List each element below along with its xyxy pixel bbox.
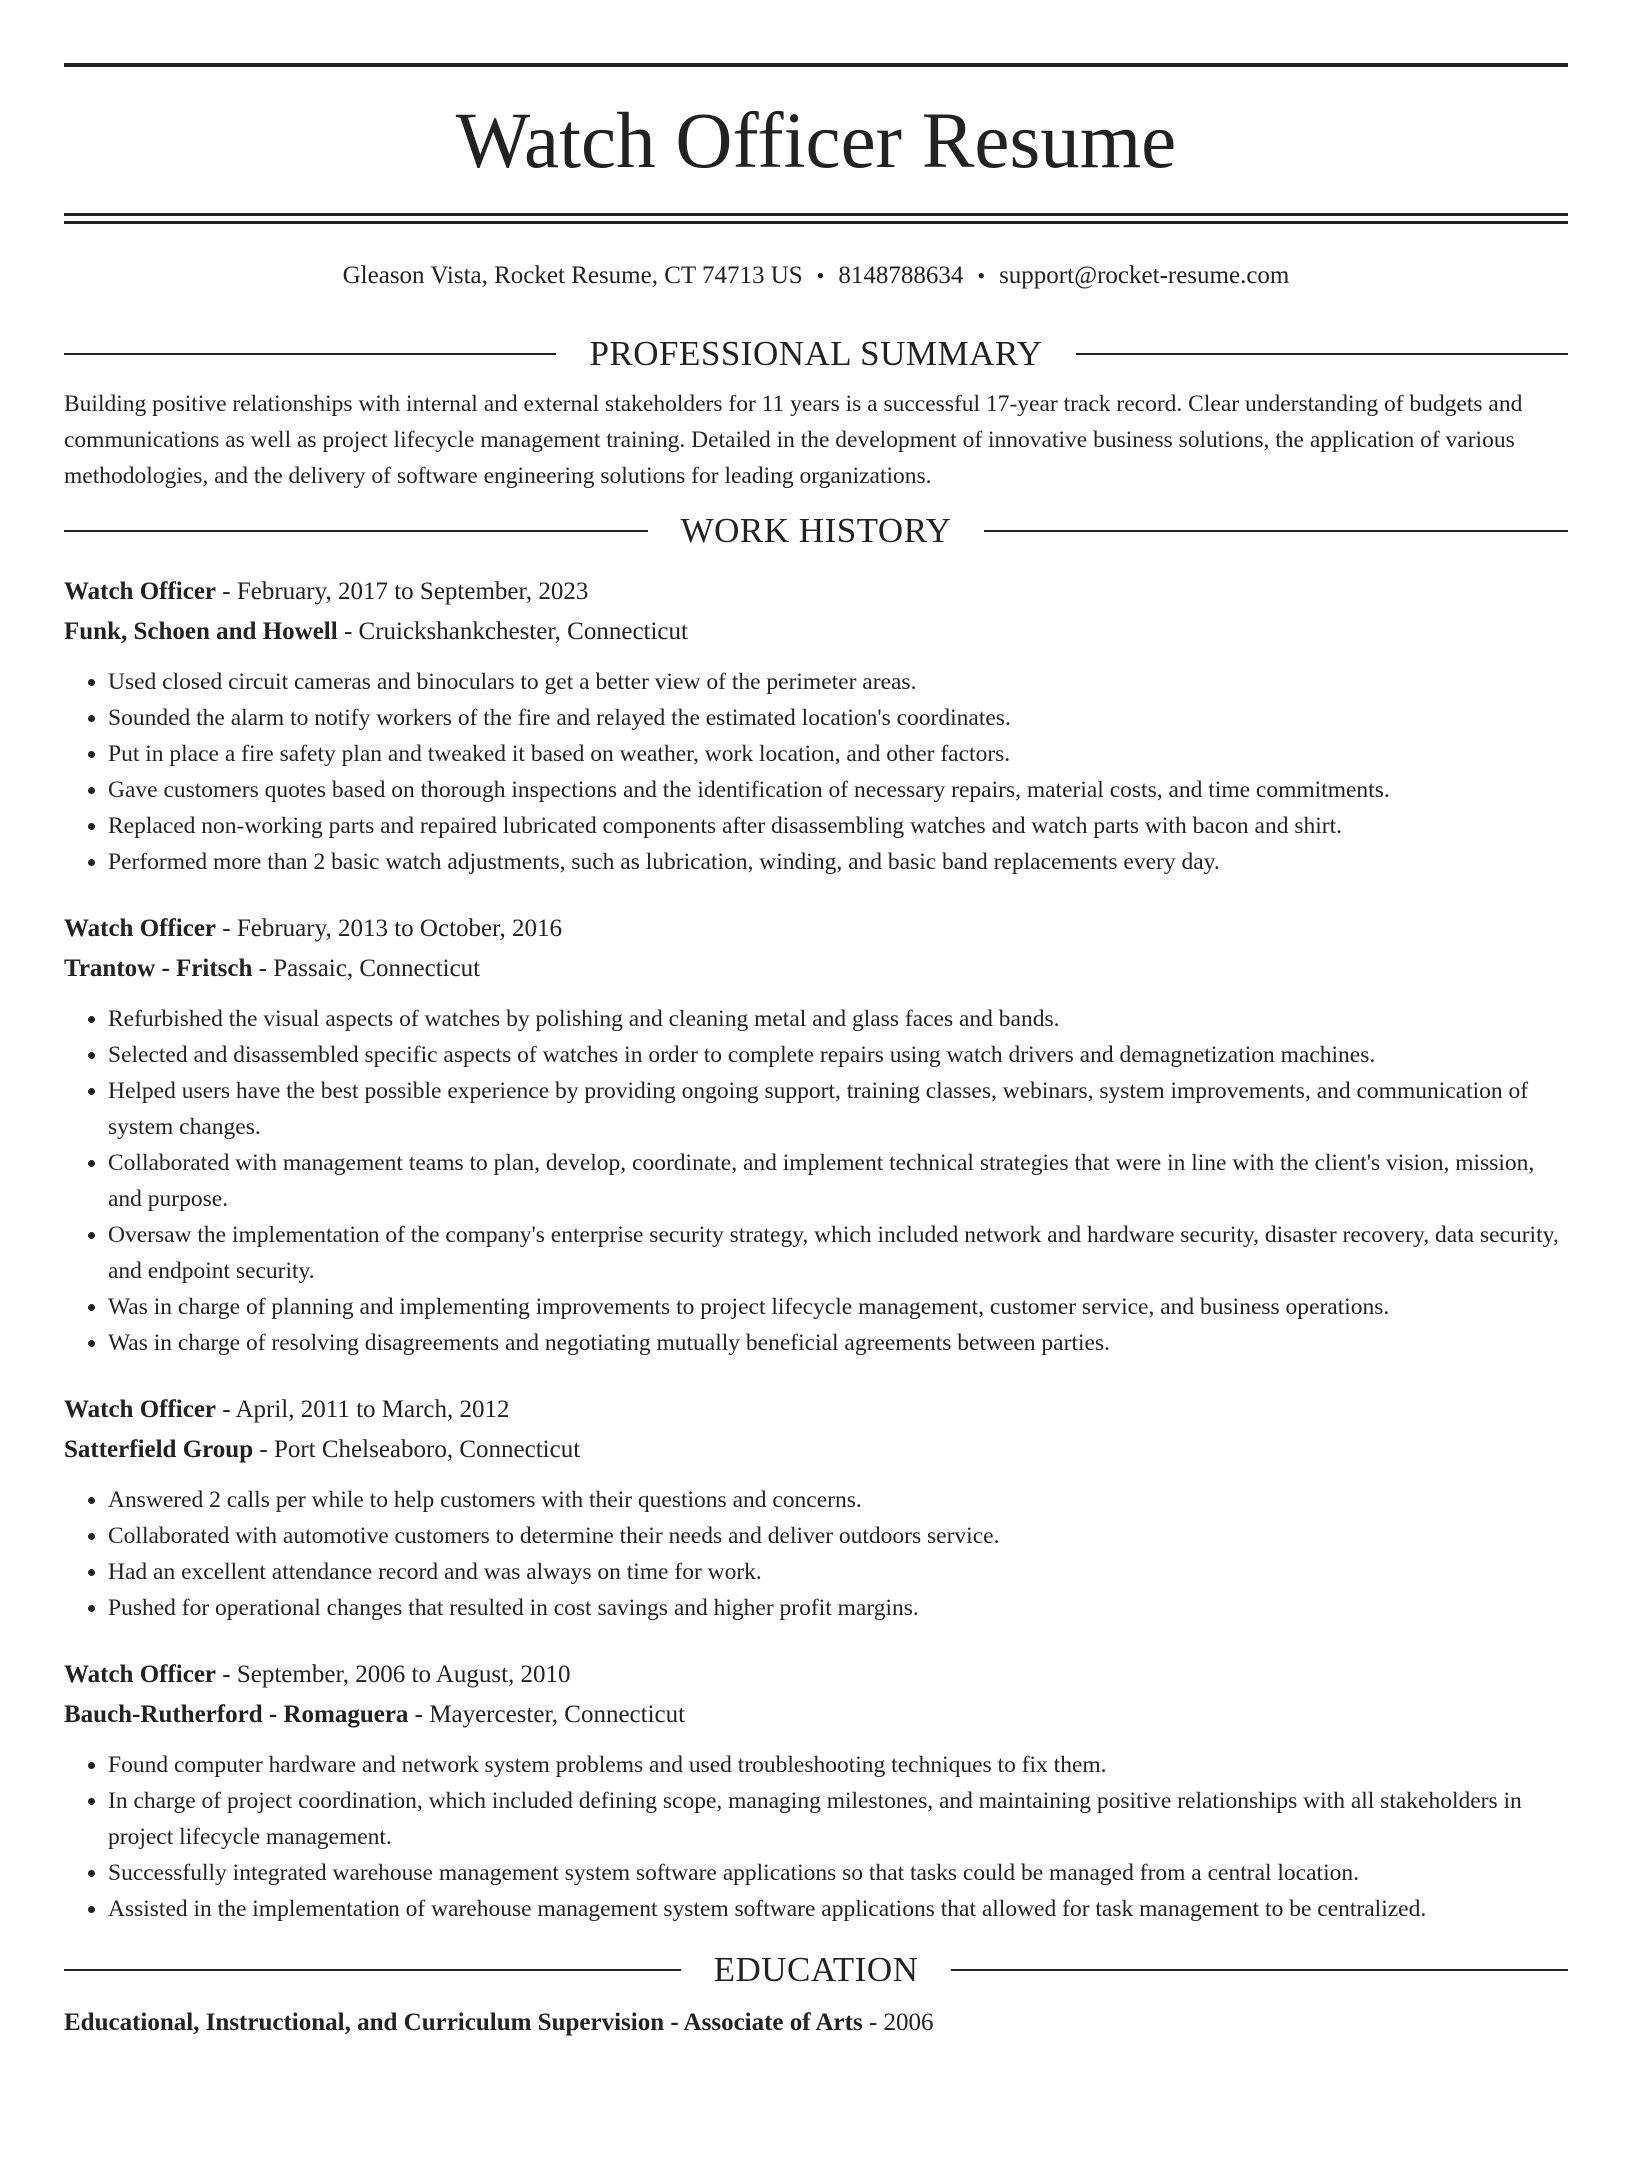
summary-heading: PROFESSIONAL SUMMARY [589,334,1043,373]
job-bullet: • Was in charge of resolving disagreements and negotiating mutually beneficial agreements between parties. [108,1325,1568,1361]
summary-section-header [64,333,1568,375]
section-rule-left [64,1969,681,1971]
job-title-line [64,1390,1568,1430]
work-heading: WORK HISTORY [680,511,952,550]
job-bullet: • Pushed for operational changes that resulted in cost savings and higher profit margins. [108,1590,1568,1626]
job-bullet: • Sounded the alarm to notify workers of the fire and relayed the estimated location's coordinates. [108,700,1568,736]
page-title: Watch Officer Resume [455,98,1177,185]
job-bullet-list [64,1001,1568,1361]
job-bullet: • Found computer hardware and network system problems and used troubleshooting techniques to fix them. [108,1747,1568,1783]
job-bullet: • Collaborated with management teams to plan, develop, coordinate, and implement technical strategies that were in line with the client's vision, mission, and purpose. [108,1145,1568,1217]
job-bullet: • Put in place a fire safety plan and tweaked it based on weather, work location, and other factors. [108,736,1568,772]
contact-separator: • [816,263,825,288]
contact-address: Gleason Vista, Rocket Resume, CT 74713 US [342,262,803,289]
job-bullet: • Used closed circuit cameras and binoculars to get a better view of the perimeter areas. [108,664,1568,700]
job-bullet: • In charge of project coordination, which included defining scope, managing milestones, and maintaining positive relationships with all stakeholders in project lifecycle management. [108,1783,1568,1855]
job-title: Watch Officer [64,1396,217,1423]
title-double-rule [64,213,1568,224]
job-title-line [64,1655,1568,1695]
job-bullet: • Helped users have the best possible experience by providing ongoing support, training classes, webinars, system improvements, and communication of system changes. [108,1073,1568,1145]
job-title: Watch Officer [64,1661,217,1688]
job-entry [64,1655,1568,1927]
job-company: Trantow - Fritsch [64,955,253,982]
section-rule-right [1076,353,1568,355]
job-company: Funk, Schoen and Howell [64,618,338,645]
education-entry [64,2003,1568,2043]
job-title-line [64,909,1568,949]
job-company: Satterfield Group [64,1436,254,1463]
job-company: Bauch-Rutherford - Romaguera [64,1701,409,1728]
job-bullet: • Selected and disassembled specific aspects of watches in order to complete repairs using watch drivers and demagnetization machines. [108,1037,1568,1073]
job-entry [64,572,1568,880]
top-rule [64,63,1568,67]
education-section-header [64,1949,1568,1991]
section-rule-left [64,353,556,355]
job-dates: - April, 2011 to March, 2012 [216,1396,510,1423]
job-bullet: • Performed more than 2 basic watch adjustments, such as lubrication, winding, and basic band replacements every day. [108,844,1568,880]
job-title-line [64,572,1568,612]
job-dates: - February, 2017 to September, 2023 [216,578,589,605]
contact-separator: • [977,263,986,288]
work-history-list [64,572,1568,1927]
contact-line [64,261,1568,291]
education-degree: Educational, Instructional, and Curriculum Supervision - Associate of Arts [64,2009,863,2036]
job-location: - Passaic, Connecticut [252,955,481,982]
job-bullet: • Oversaw the implementation of the company's enterprise security strategy, which included network and hardware security, disaster recovery, data security, and endpoint security. [108,1217,1568,1289]
summary-text: Building positive relationships with internal and external stakeholders for 11 years is a successful 17-year track record. Clear understanding of budgets and communications as well as project lifecycle management training. Detailed in the development of innovative business solutions, the application of various methodologies, and the delivery of software engineering solutions for leading organizations. [64,391,1523,489]
contact-email: support@rocket-resume.com [999,262,1290,289]
job-company-line [64,949,1568,989]
job-dates: - September, 2006 to August, 2010 [216,1661,571,1688]
education-list [64,2003,1568,2043]
job-bullet: • Collaborated with automotive customers to determine their needs and deliver outdoors service. [108,1518,1568,1554]
resume-page [0,63,1632,2175]
job-entry [64,1390,1568,1626]
section-rule-right [951,1969,1568,1971]
job-bullet: • Was in charge of planning and implementing improvements to project lifecycle management, customer service, and business operations. [108,1289,1568,1325]
job-location: - Mayercester, Connecticut [408,1701,686,1728]
job-dates: - February, 2013 to October, 2016 [216,915,562,942]
job-entry [64,909,1568,1361]
job-bullet: • Had an excellent attendance record and was always on time for work. [108,1554,1568,1590]
contact-phone: 8148788634 [838,262,964,289]
job-bullet: • Successfully integrated warehouse management system software applications so that tasks could be managed from a central location. [108,1855,1568,1891]
job-location: - Port Chelseaboro, Connecticut [253,1436,581,1463]
job-bullet: • Refurbished the visual aspects of watches by polishing and cleaning metal and glass faces and bands. [108,1001,1568,1037]
job-bullet: • Assisted in the implementation of warehouse management system software applications that allowed for task management to be centralized. [108,1891,1568,1927]
section-rule-left [64,530,648,532]
job-company-line [64,1430,1568,1470]
job-bullet-list [64,664,1568,880]
section-rule-right [984,530,1568,532]
job-company-line [64,1695,1568,1735]
job-bullet-list [64,1482,1568,1626]
job-bullet: • Replaced non-working parts and repaired lubricated components after disassembling watches and watch parts with bacon and shirt. [108,808,1568,844]
education-heading: EDUCATION [713,1950,919,1989]
work-section-header [64,510,1568,552]
job-title: Watch Officer [64,578,217,605]
job-bullet: • Gave customers quotes based on thorough inspections and the identification of necessary repairs, material costs, and time commitments. [108,772,1568,808]
job-company-line [64,612,1568,652]
job-title: Watch Officer [64,915,217,942]
education-year: - 2006 [862,2009,934,2036]
job-bullet: • Answered 2 calls per while to help customers with their questions and concerns. [108,1482,1568,1518]
job-bullet-list [64,1747,1568,1927]
job-location: - Cruickshankchester, Connecticut [337,618,688,645]
